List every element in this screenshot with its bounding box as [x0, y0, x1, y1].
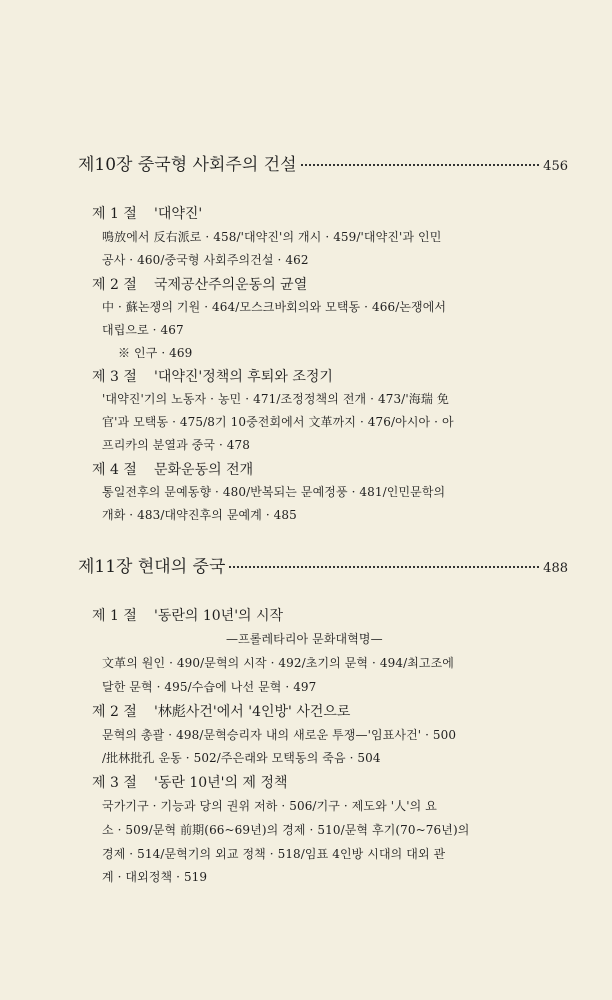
- entry-line: 소 · 509/문혁 前期(66~69년)의 경제 · 510/문혁 후기(70~76년)의: [102, 823, 470, 837]
- chapter-title: 제11장 현대의 중국: [78, 557, 226, 577]
- section-subtitle: —프롤레타리아 문화대혁명—: [226, 632, 383, 646]
- entry-line: '대약진'기의 노동자 · 농민 · 471/조정정책의 전개 · 473/'海瑞 免: [102, 392, 449, 406]
- section-number: 제 1 절: [92, 608, 137, 624]
- section-title: '동란의 10년'의 시작: [154, 608, 284, 624]
- section-heading: [92, 366, 562, 386]
- entry-line: 문혁의 총괄 · 498/문혁승리자 내의 새로운 투쟁—'임표사건' · 500: [102, 728, 457, 742]
- entry-line: 대립으로 · 467: [102, 323, 184, 337]
- chapter-page: 488: [543, 561, 568, 576]
- entry-line: 개화 · 483/대약진후의 문예계 · 485: [102, 508, 297, 522]
- entry-line: 통일전후의 문예동향 · 480/반복되는 문예정풍 · 481/인민문학의: [102, 485, 446, 499]
- entry-line: 官'과 모택동 · 475/8기 10중전회에서 文革까지 · 476/아시아 · 아: [102, 415, 454, 429]
- section-title: '林彪사건'에서 '4인방' 사건으로: [154, 704, 351, 720]
- section-title: 국제공산주의운동의 균열: [154, 277, 308, 293]
- chapter-heading: [78, 552, 568, 577]
- section-heading: [92, 701, 562, 721]
- section-number: 제 2 절: [92, 704, 137, 720]
- section-number: 제 1 절: [92, 206, 137, 222]
- section-heading: [92, 274, 562, 294]
- entry-line: 달한 문혁 · 495/수습에 나선 문혁 · 497: [102, 680, 317, 694]
- section-heading: [92, 772, 562, 792]
- entry-line: 文革의 원인 · 490/문혁의 시작 · 492/초기의 문혁 · 494/최고조에: [102, 656, 454, 670]
- chapter-heading: [78, 150, 568, 175]
- chapter-page: 456: [543, 159, 568, 174]
- entry-line: 鳴放에서 反右派로 · 458/'대약진'의 개시 · 459/'대약진'과 인민: [102, 230, 442, 244]
- entry-line: 프리카의 분열과 중국 · 478: [102, 438, 251, 452]
- section-title: '대약진': [154, 206, 203, 222]
- entry-line: 계 · 대외정책 · 519: [102, 870, 208, 884]
- section-number: 제 3 절: [92, 369, 137, 385]
- section-number: 제 4 절: [92, 462, 137, 478]
- section-heading: [92, 203, 562, 223]
- entry-line: 경제 · 514/문혁기의 외교 정책 · 518/임표 4인방 시대의 대외 관: [102, 847, 446, 861]
- section-heading: [92, 605, 562, 625]
- section-title: '동란 10년'의 제 정책: [154, 775, 288, 791]
- entry-line: 공사 · 460/중국형 사회주의건설 · 462: [102, 253, 309, 267]
- chapter-title: 제10장 중국형 사회주의 건설: [78, 155, 297, 175]
- section-number: 제 3 절: [92, 775, 137, 791]
- dot-leader: [301, 164, 540, 166]
- entry-line: 국가기구 · 기능과 당의 권위 저하 · 506/기구 · 제도와 '人'의 요: [102, 799, 437, 813]
- section-title: 문화운동의 전개: [154, 462, 254, 478]
- note-line: ※ 인구 · 469: [118, 346, 193, 360]
- entry-line: 中 · 蘇논쟁의 기원 · 464/모스크바회의와 모택동 · 466/논쟁에서: [102, 300, 447, 314]
- section-heading: [92, 459, 562, 479]
- dot-leader: [229, 566, 539, 568]
- entry-line: /批林批孔 운동 · 502/주은래와 모택동의 죽음 · 504: [102, 751, 381, 765]
- section-number: 제 2 절: [92, 277, 137, 293]
- section-title: '대약진'정책의 후퇴와 조정기: [154, 369, 333, 385]
